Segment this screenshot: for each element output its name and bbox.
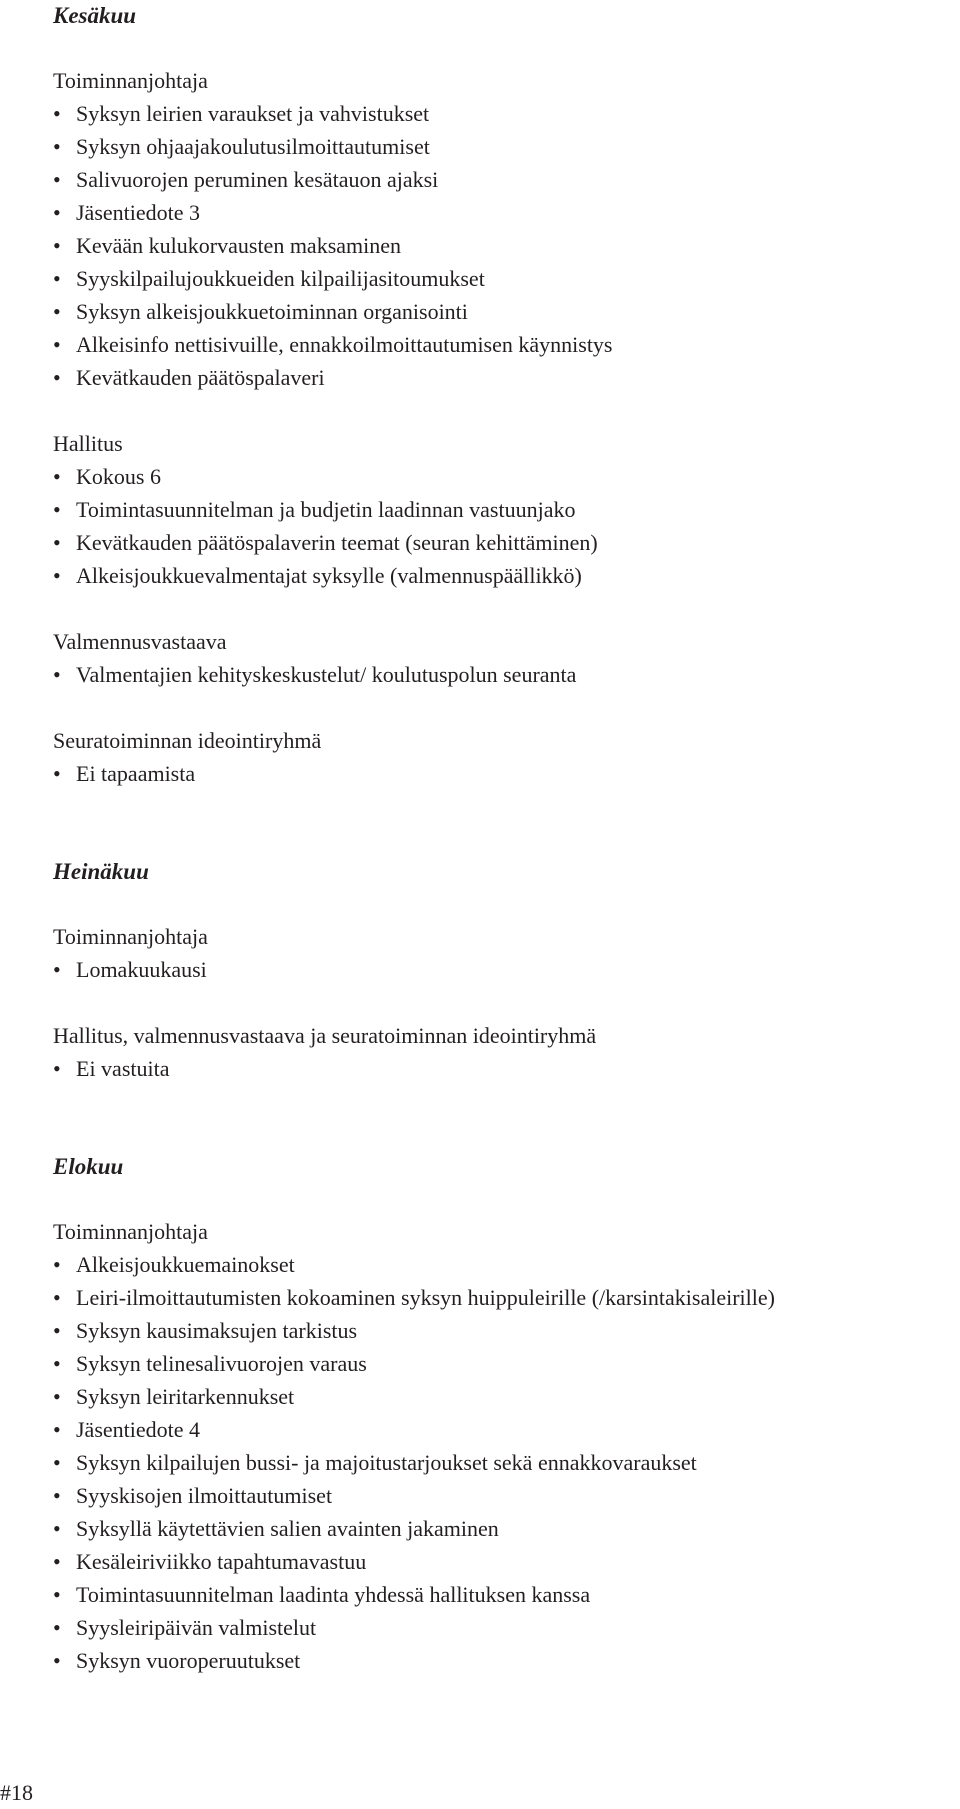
- bullet-icon: •: [53, 299, 61, 324]
- bullet-icon: •: [53, 1516, 61, 1541]
- list-item-text: Jäsentiedote 3: [76, 200, 201, 225]
- list-item: [53, 1644, 953, 1677]
- list-item: [53, 493, 953, 526]
- list-item: [53, 1479, 953, 1512]
- list-item: [53, 97, 953, 130]
- bullet-icon: •: [53, 464, 61, 489]
- list-item-text: Syksyn kausimaksujen tarkistus: [76, 1318, 358, 1343]
- bullet-icon: •: [53, 101, 61, 126]
- list-item: [53, 1052, 953, 1085]
- list-item: [53, 1281, 953, 1314]
- role-section: [53, 1215, 953, 1677]
- role-section: [53, 625, 953, 691]
- task-list: [53, 1052, 953, 1085]
- list-item-text: Syksyn vuoroperuutukset: [76, 1648, 301, 1673]
- list-item-text: Alkeisinfo nettisivuille, ennakkoilmoittautumisen käynnistys: [76, 332, 613, 357]
- list-item-text: Syksyn leirien varaukset ja vahvistukset: [76, 101, 430, 126]
- task-list: [53, 1248, 953, 1677]
- list-item: [53, 1314, 953, 1347]
- task-list: [53, 460, 953, 592]
- bullet-icon: •: [53, 1252, 61, 1277]
- bullet-icon: •: [53, 662, 61, 687]
- list-item: [53, 559, 953, 592]
- bullet-icon: •: [53, 1285, 61, 1310]
- bullet-icon: •: [53, 761, 61, 786]
- task-list: [53, 953, 953, 986]
- bullet-icon: •: [53, 233, 61, 258]
- role-section: [53, 920, 953, 986]
- page-number: #18: [0, 1780, 33, 1805]
- bullet-icon: •: [53, 563, 61, 588]
- list-item: [53, 295, 953, 328]
- list-item-text: Syysleiripäivän valmistelut: [76, 1615, 317, 1640]
- list-item: [53, 1413, 953, 1446]
- list-item: [53, 1380, 953, 1413]
- list-item-text: Syksyllä käytettävien salien avainten jakaminen: [76, 1516, 499, 1541]
- list-item-text: Toimintasuunnitelman laadinta yhdessä hallituksen kanssa: [76, 1582, 591, 1607]
- list-item-text: Syyskisojen ilmoittautumiset: [76, 1483, 333, 1508]
- list-item-text: Ei vastuita: [76, 1056, 170, 1081]
- task-list: [53, 757, 953, 790]
- role-title: Toiminnanjohtaja: [53, 1219, 208, 1244]
- list-item-text: Leiri-ilmoittautumisten kokoaminen syksyn huippuleirille (/karsintakisaleirille): [76, 1285, 775, 1310]
- bullet-icon: •: [53, 200, 61, 225]
- bullet-icon: •: [53, 1549, 61, 1574]
- list-item-text: Syyskilpailujoukkueiden kilpailijasitoumukset: [76, 266, 485, 291]
- bullet-icon: •: [53, 1351, 61, 1376]
- list-item: [53, 229, 953, 262]
- list-item: [53, 1446, 953, 1479]
- list-item-text: Ei tapaamista: [76, 761, 196, 786]
- bullet-icon: •: [53, 1648, 61, 1673]
- bullet-icon: •: [53, 530, 61, 555]
- list-item: [53, 1512, 953, 1545]
- list-item-text: Kokous 6: [76, 464, 161, 489]
- list-item: [53, 526, 953, 559]
- list-item-text: Syksyn alkeisjoukkuetoiminnan organisointi: [76, 299, 468, 324]
- month-section-elokuu: [53, 1151, 953, 1677]
- list-item-text: Lomakuukausi: [76, 957, 207, 982]
- bullet-icon: •: [53, 1450, 61, 1475]
- role-section: [53, 1019, 953, 1085]
- list-item: [53, 1611, 953, 1644]
- bullet-icon: •: [53, 1384, 61, 1409]
- list-item: [53, 460, 953, 493]
- list-item: [53, 1347, 953, 1380]
- bullet-icon: •: [53, 167, 61, 192]
- bullet-icon: •: [53, 1318, 61, 1343]
- list-item: [53, 1578, 953, 1611]
- role-title: Valmennusvastaava: [53, 629, 227, 654]
- month-section-kesakuu: [53, 0, 953, 790]
- month-section-heinakuu: [53, 856, 953, 1085]
- list-item: [53, 130, 953, 163]
- list-item: [53, 1248, 953, 1281]
- role-title: Toiminnanjohtaja: [53, 924, 208, 949]
- bullet-icon: •: [53, 957, 61, 982]
- list-item-text: Valmentajien kehityskeskustelut/ koulutuspolun seuranta: [76, 662, 577, 687]
- list-item-text: Syksyn telinesalivuorojen varaus: [76, 1351, 367, 1376]
- list-item: [53, 196, 953, 229]
- bullet-icon: •: [53, 1417, 61, 1442]
- list-item: [53, 328, 953, 361]
- list-item-text: Kesäleiriviikko tapahtumavastuu: [76, 1549, 367, 1574]
- list-item-text: Kevätkauden päätöspalaveri: [76, 365, 325, 390]
- list-item: [53, 262, 953, 295]
- bullet-icon: •: [53, 266, 61, 291]
- bullet-icon: •: [53, 1615, 61, 1640]
- bullet-icon: •: [53, 365, 61, 390]
- list-item-text: Kevätkauden päätöspalaverin teemat (seuran kehittäminen): [76, 530, 598, 555]
- bullet-icon: •: [53, 497, 61, 522]
- list-item-text: Syksyn ohjaajakoulutusilmoittautumiset: [76, 134, 430, 159]
- role-title: Toiminnanjohtaja: [53, 68, 208, 93]
- bullet-icon: •: [53, 134, 61, 159]
- bullet-icon: •: [53, 332, 61, 357]
- list-item: [53, 1545, 953, 1578]
- list-item: [53, 658, 953, 691]
- bullet-icon: •: [53, 1582, 61, 1607]
- bullet-icon: •: [53, 1056, 61, 1081]
- role-title: Hallitus, valmennusvastaava ja seuratoiminnan ideointiryhmä: [53, 1023, 597, 1048]
- list-item-text: Alkeisjoukkuevalmentajat syksylle (valmennuspäällikkö): [76, 563, 582, 588]
- role-section: [53, 64, 953, 394]
- list-item-text: Syksyn leiritarkennukset: [76, 1384, 295, 1409]
- month-title: Heinäkuu: [53, 859, 149, 884]
- document-page: [53, 0, 953, 1677]
- list-item-text: Alkeisjoukkuemainokset: [76, 1252, 295, 1277]
- list-item-text: Toimintasuunnitelman ja budjetin laadinnan vastuunjako: [76, 497, 576, 522]
- role-title: Seuratoiminnan ideointiryhmä: [53, 728, 322, 753]
- list-item: [53, 163, 953, 196]
- role-title: Hallitus: [53, 431, 123, 456]
- list-item: [53, 757, 953, 790]
- month-title: Elokuu: [53, 1154, 124, 1179]
- list-item: [53, 361, 953, 394]
- month-title: Kesäkuu: [53, 3, 137, 28]
- task-list: [53, 97, 953, 394]
- list-item-text: Kevään kulukorvausten maksaminen: [76, 233, 402, 258]
- list-item-text: Syksyn kilpailujen bussi- ja majoitustarjoukset sekä ennakkovaraukset: [76, 1450, 697, 1475]
- task-list: [53, 658, 953, 691]
- list-item-text: Salivuorojen peruminen kesätauon ajaksi: [76, 167, 439, 192]
- list-item: [53, 953, 953, 986]
- list-item-text: Jäsentiedote 4: [76, 1417, 201, 1442]
- role-section: [53, 724, 953, 790]
- role-section: [53, 427, 953, 592]
- bullet-icon: •: [53, 1483, 61, 1508]
